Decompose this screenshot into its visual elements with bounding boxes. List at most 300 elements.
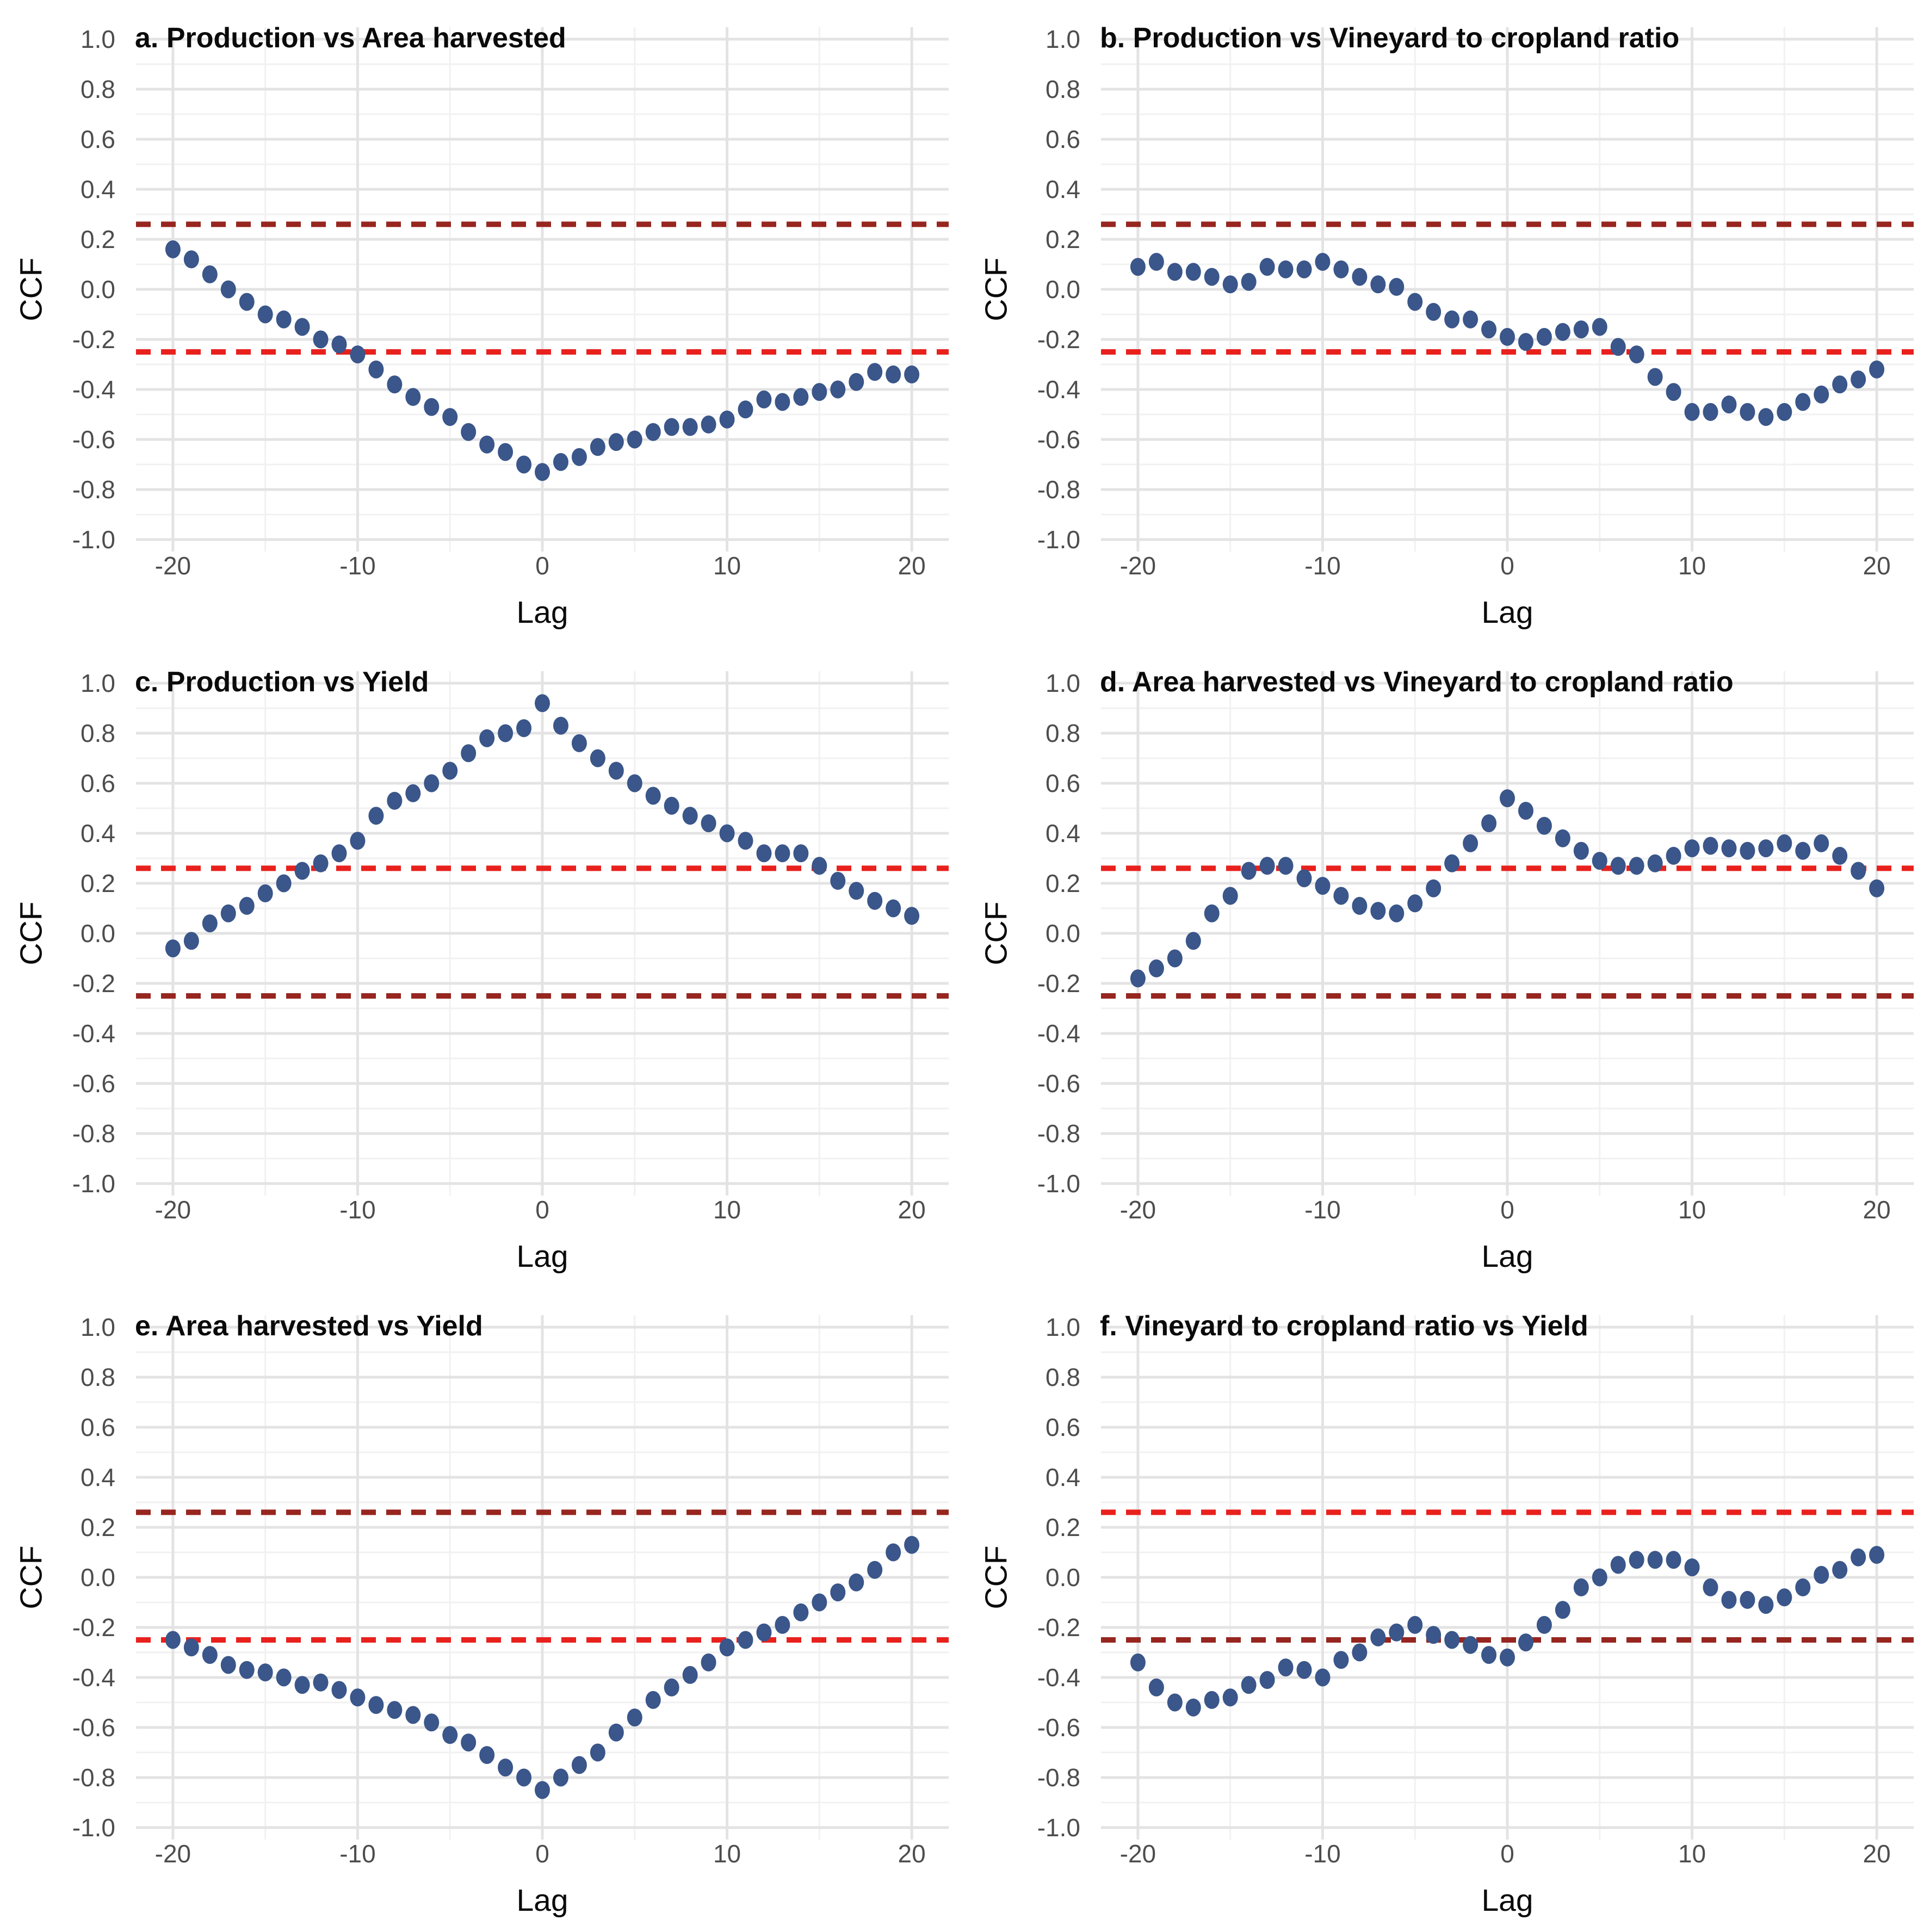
y-tick-label: 0.2 <box>1046 869 1080 897</box>
y-tick-label: 0.0 <box>1046 1563 1080 1592</box>
x-tick-label: 20 <box>1863 1840 1891 1868</box>
ccf-point <box>1666 383 1681 401</box>
ccf-point <box>1832 847 1847 865</box>
y-tick-label: 0.4 <box>1046 175 1080 203</box>
ccf-point <box>812 857 827 875</box>
ccf-point <box>1814 386 1829 404</box>
ccf-point <box>1758 408 1773 426</box>
ccf-point <box>1333 1651 1348 1669</box>
ccf-point <box>590 750 605 767</box>
y-tick-label: 0.4 <box>1046 1463 1080 1491</box>
y-tick-label: -0.8 <box>72 1763 115 1792</box>
x-tick-label: -20 <box>154 1840 191 1868</box>
ccf-point <box>627 1708 642 1726</box>
y-tick-label: -0.8 <box>1037 1119 1080 1148</box>
ccf-point <box>165 1631 181 1649</box>
ccf-point <box>1629 857 1644 875</box>
ccf-point <box>295 318 310 336</box>
ccf-panel-b <box>965 0 1930 644</box>
ccf-point <box>1629 345 1644 363</box>
ccf-point <box>1149 959 1164 977</box>
ccf-point <box>793 388 808 406</box>
ccf-point <box>1444 854 1459 872</box>
ccf-point <box>683 418 698 436</box>
ccf-point <box>701 1654 716 1671</box>
ccf-point <box>1518 802 1533 820</box>
ccf-point <box>1223 1688 1238 1706</box>
ccf-point <box>830 1583 845 1601</box>
ccf-point <box>1832 375 1847 393</box>
y-tick-label: -0.4 <box>1037 1663 1080 1692</box>
ccf-point <box>738 832 753 850</box>
ccf-point <box>239 293 255 311</box>
y-tick-label: 0.6 <box>81 125 115 153</box>
x-axis-label: Lag <box>1481 1239 1533 1274</box>
ccf-point <box>1648 1551 1663 1569</box>
y-tick-label: 0.4 <box>1046 819 1080 847</box>
ccf-point <box>1666 847 1681 865</box>
ccf-point <box>1426 880 1441 897</box>
ccf-point <box>498 443 513 461</box>
y-axis-label: CCF <box>979 257 1014 321</box>
ccf-point <box>1167 263 1183 281</box>
ccf-panel-f <box>965 1288 1930 1932</box>
ccf-point <box>1260 857 1275 875</box>
ccf-point <box>1777 1588 1792 1606</box>
ccf-point <box>202 1646 218 1664</box>
ccf-point <box>1851 370 1866 388</box>
ccf-point <box>1518 333 1533 351</box>
ccf-point <box>849 373 864 391</box>
x-tick-label: -20 <box>1119 1840 1156 1868</box>
ccf-point <box>1574 320 1589 338</box>
y-tick-label: 1.0 <box>81 25 115 53</box>
ccf-point <box>1130 1654 1146 1671</box>
ccf-point <box>1481 814 1496 832</box>
ccf-point <box>1167 950 1183 968</box>
ccf-point <box>1370 275 1385 293</box>
ccf-point <box>1186 1699 1201 1717</box>
ccf-point <box>1592 852 1607 870</box>
ccf-point <box>1426 1626 1441 1644</box>
ccf-point <box>1407 894 1422 912</box>
ccf-point <box>1149 253 1164 271</box>
y-axis-label: CCF <box>14 1545 49 1609</box>
y-tick-label: -0.6 <box>72 425 115 454</box>
ccf-point <box>738 400 753 418</box>
x-tick-label: 0 <box>1500 1840 1514 1868</box>
x-tick-label: 0 <box>1500 1196 1514 1224</box>
ccf-point <box>295 1676 310 1694</box>
ccf-point <box>830 381 845 399</box>
ccf-point <box>1352 897 1367 915</box>
x-tick-label: -20 <box>1119 552 1156 580</box>
ccf-point <box>664 797 679 815</box>
ccf-point <box>720 825 735 843</box>
y-tick-label: 0.6 <box>1046 769 1080 797</box>
x-tick-label: 10 <box>713 1196 741 1224</box>
ccf-point <box>1851 862 1866 880</box>
y-tick-label: -0.4 <box>1037 1019 1080 1048</box>
ccf-point <box>405 1706 420 1724</box>
ccf-point <box>1795 1578 1810 1596</box>
ccf-point <box>535 463 550 481</box>
y-tick-label: 1.0 <box>81 1313 115 1341</box>
ccf-point <box>720 411 735 429</box>
ccf-point <box>849 1574 864 1592</box>
x-axis-label: Lag <box>516 1883 568 1918</box>
y-tick-label: -0.8 <box>1037 475 1080 504</box>
ccf-point <box>1648 854 1663 872</box>
y-tick-label: -1.0 <box>72 1169 115 1198</box>
panel-title: a. Production vs Area harvested <box>135 22 566 54</box>
ccf-point <box>387 1701 402 1719</box>
y-tick-label: -0.2 <box>72 325 115 354</box>
ccf-point <box>442 762 457 780</box>
ccf-point <box>498 1758 513 1776</box>
ccf-point <box>867 1561 882 1579</box>
ccf-point <box>1795 842 1810 860</box>
x-axis-label: Lag <box>1481 1883 1533 1918</box>
ccf-point <box>387 792 402 810</box>
ccf-point <box>1315 253 1330 271</box>
y-tick-label: -0.6 <box>72 1713 115 1742</box>
ccf-point <box>1389 905 1404 922</box>
ccf-point <box>405 784 420 802</box>
ccf-point <box>1555 829 1570 847</box>
ccf-point <box>1444 1631 1459 1649</box>
ccf-point <box>867 892 882 910</box>
ccf-point <box>184 1638 199 1656</box>
ccf-point <box>276 311 292 329</box>
y-tick-label: 0.0 <box>1046 919 1080 948</box>
ccf-point <box>1740 842 1755 860</box>
y-tick-label: -0.8 <box>72 1119 115 1148</box>
ccf-point <box>461 744 476 762</box>
ccf-point <box>1869 880 1884 897</box>
ccf-point <box>1370 1628 1385 1646</box>
ccf-point <box>165 939 181 957</box>
panel-title: e. Area harvested vs Yield <box>135 1310 483 1342</box>
ccf-point <box>1869 1546 1884 1564</box>
ccf-point <box>221 905 236 922</box>
ccf-point <box>1537 328 1552 346</box>
ccf-point <box>1666 1551 1681 1569</box>
ccf-point <box>350 1688 365 1706</box>
x-tick-label: 0 <box>535 1840 549 1868</box>
ccf-point <box>295 862 310 880</box>
ccf-point <box>387 375 402 393</box>
ccf-point <box>313 854 329 872</box>
y-tick-label: 0.8 <box>81 1363 115 1391</box>
ccf-point <box>535 1781 550 1799</box>
ccf-point <box>1777 403 1792 421</box>
ccf-point <box>1777 834 1792 852</box>
ccf-point <box>904 1536 919 1554</box>
ccf-point <box>313 331 329 349</box>
ccf-point <box>1463 311 1478 329</box>
y-tick-label: -0.6 <box>1037 425 1080 454</box>
ccf-point <box>793 1603 808 1621</box>
ccf-point <box>793 844 808 862</box>
ccf-point <box>1352 1644 1367 1662</box>
ccf-point <box>461 423 476 441</box>
ccf-point <box>1851 1549 1866 1566</box>
ccf-point <box>775 393 790 411</box>
y-tick-label: -0.2 <box>72 1613 115 1642</box>
y-tick-label: -0.2 <box>1037 325 1080 354</box>
y-tick-label: -1.0 <box>1037 1813 1080 1842</box>
y-tick-label: -0.4 <box>72 1019 115 1048</box>
ccf-point <box>572 734 587 752</box>
ccf-point <box>1611 857 1626 875</box>
ccf-point <box>1297 1661 1312 1679</box>
ccf-point <box>1149 1679 1164 1696</box>
ccf-point <box>368 1696 383 1714</box>
ccf-point <box>442 1726 457 1744</box>
ccf-panel-d <box>965 644 1930 1288</box>
panel-title: b. Production vs Vineyard to cropland ratio <box>1100 22 1680 54</box>
ccf-point <box>775 844 790 862</box>
ccf-point <box>664 418 679 436</box>
y-tick-label: 0.8 <box>81 75 115 103</box>
x-tick-label: -10 <box>339 1196 376 1224</box>
ccf-panel-e <box>0 1288 965 1932</box>
ccf-point <box>350 832 365 850</box>
ccf-point <box>553 717 568 735</box>
y-tick-label: 0.6 <box>1046 125 1080 153</box>
ccf-point <box>1555 1601 1570 1619</box>
ccf-point <box>553 1769 568 1787</box>
y-tick-label: -0.2 <box>72 969 115 998</box>
y-tick-label: 0.6 <box>81 1413 115 1441</box>
ccf-point <box>886 366 901 383</box>
panel-title: f. Vineyard to cropland ratio vs Yield <box>1100 1310 1588 1342</box>
ccf-point <box>1297 869 1312 887</box>
ccf-point <box>1241 862 1257 880</box>
ccf-point <box>1186 932 1201 950</box>
ccf-point <box>904 907 919 925</box>
ccf-point <box>461 1733 476 1751</box>
x-tick-label: -10 <box>1304 1196 1341 1224</box>
ccf-point <box>1389 1624 1404 1642</box>
ccf-point <box>1241 1676 1257 1694</box>
panel-title: d. Area harvested vs Vineyard to cropland ratio <box>1100 666 1734 698</box>
y-tick-label: 0.2 <box>81 1513 115 1541</box>
x-tick-label: -10 <box>339 1840 376 1868</box>
y-axis-label: CCF <box>14 901 49 965</box>
ccf-point <box>1463 834 1478 852</box>
ccf-point <box>202 914 218 932</box>
ccf-point <box>683 1666 698 1684</box>
ccf-point <box>756 391 771 408</box>
ccf-point <box>683 807 698 825</box>
ccf-point <box>516 719 531 737</box>
ccf-point <box>1278 261 1294 278</box>
ccf-point <box>1869 361 1884 379</box>
y-tick-label: 0.4 <box>81 1463 115 1491</box>
ccf-point <box>1278 1658 1294 1676</box>
ccf-point <box>1260 1671 1275 1689</box>
ccf-point <box>590 438 605 456</box>
x-tick-label: -10 <box>1304 552 1341 580</box>
ccf-point <box>867 363 882 381</box>
ccf-point <box>1574 1578 1589 1596</box>
ccf-point <box>1537 1616 1552 1634</box>
ccf-point <box>1611 1556 1626 1574</box>
ccf-point <box>1333 887 1348 905</box>
ccf-point <box>609 1724 624 1742</box>
x-tick-label: -20 <box>1119 1196 1156 1224</box>
x-tick-label: 10 <box>713 552 741 580</box>
ccf-point <box>1444 311 1459 329</box>
ccf-point <box>664 1679 679 1696</box>
ccf-point <box>886 900 901 918</box>
ccf-point <box>1648 368 1663 386</box>
ccf-point <box>1241 273 1257 291</box>
x-tick-label: 10 <box>1678 552 1706 580</box>
y-tick-label: 0.2 <box>81 869 115 897</box>
y-tick-label: -0.8 <box>72 475 115 504</box>
x-tick-label: 20 <box>1863 552 1891 580</box>
ccf-point <box>202 265 218 283</box>
ccf-point <box>1333 261 1348 278</box>
ccf-point <box>756 844 771 862</box>
ccf-point <box>1407 1616 1422 1634</box>
ccf-point <box>1685 1558 1700 1576</box>
ccf-point <box>1721 839 1736 857</box>
ccf-point <box>849 882 864 900</box>
ccf-point <box>1592 318 1607 336</box>
ccf-point <box>1537 817 1552 835</box>
ccf-point <box>350 345 365 363</box>
y-tick-label: 0.2 <box>1046 225 1080 253</box>
ccf-point <box>516 456 531 474</box>
ccf-point <box>812 383 827 401</box>
ccf-point <box>1832 1561 1847 1579</box>
x-axis-label: Lag <box>1481 595 1533 630</box>
ccf-point <box>165 240 181 258</box>
ccf-point <box>1721 395 1736 413</box>
ccf-point <box>498 725 513 742</box>
ccf-point <box>1481 320 1496 338</box>
ccf-point <box>1795 393 1810 411</box>
ccf-point <box>424 1713 439 1731</box>
ccf-point <box>258 884 273 902</box>
ccf-point <box>775 1616 790 1634</box>
ccf-point <box>1500 789 1515 807</box>
ccf-point <box>1370 902 1385 920</box>
ccf-point <box>276 875 292 893</box>
y-tick-label: 0.8 <box>1046 75 1080 103</box>
ccf-point <box>1204 268 1220 286</box>
ccf-point <box>1721 1591 1736 1609</box>
ccf-point <box>646 423 661 441</box>
ccf-point <box>701 814 716 832</box>
ccf-point <box>1204 1691 1220 1709</box>
ccf-point <box>332 336 347 354</box>
y-tick-label: 0.0 <box>81 275 115 304</box>
x-tick-label: 20 <box>898 552 926 580</box>
ccf-point <box>1574 842 1589 860</box>
ccf-point <box>1315 1669 1330 1687</box>
ccf-point <box>239 1661 255 1679</box>
ccf-point <box>646 787 661 805</box>
y-tick-label: 0.0 <box>1046 275 1080 304</box>
ccf-point <box>424 398 439 416</box>
ccf-point <box>1223 887 1238 905</box>
y-tick-label: 0.2 <box>1046 1513 1080 1541</box>
y-tick-label: -0.4 <box>1037 375 1080 404</box>
ccf-point <box>258 306 273 324</box>
ccf-point <box>1260 258 1275 276</box>
ccf-point <box>1758 839 1773 857</box>
x-tick-label: 20 <box>898 1840 926 1868</box>
ccf-point <box>1407 293 1422 311</box>
ccf-point <box>1130 258 1146 276</box>
ccf-point <box>516 1769 531 1787</box>
ccf-point <box>442 408 457 426</box>
ccf-point <box>590 1744 605 1762</box>
ccf-point <box>572 448 587 466</box>
y-tick-label: -1.0 <box>72 525 115 554</box>
ccf-point <box>1703 403 1718 421</box>
y-axis-label: CCF <box>979 1545 1014 1609</box>
y-axis-label: CCF <box>979 901 1014 965</box>
y-tick-label: -0.6 <box>1037 1713 1080 1742</box>
ccf-point <box>756 1624 771 1642</box>
ccf-point <box>368 361 383 379</box>
x-tick-label: -10 <box>1304 1840 1341 1868</box>
ccf-point <box>1389 278 1404 296</box>
ccf-point <box>479 1746 494 1764</box>
y-tick-label: 0.6 <box>1046 1413 1080 1441</box>
ccf-point <box>1426 303 1441 321</box>
y-tick-label: 0.2 <box>81 225 115 253</box>
ccf-point <box>1758 1596 1773 1614</box>
ccf-scatter-plot-e <box>0 1288 965 1932</box>
ccf-point <box>1685 839 1700 857</box>
ccf-point <box>553 453 568 471</box>
x-tick-label: 20 <box>898 1196 926 1224</box>
ccf-point <box>184 932 199 950</box>
y-tick-label: -0.2 <box>1037 1613 1080 1642</box>
x-tick-label: 0 <box>535 552 549 580</box>
ccf-scatter-plot-b <box>965 0 1930 644</box>
y-tick-label: -0.4 <box>72 375 115 404</box>
ccf-point <box>1352 268 1367 286</box>
ccf-point <box>332 844 347 862</box>
ccf-point <box>1223 275 1238 293</box>
ccf-point <box>627 431 642 449</box>
ccf-point <box>1315 877 1330 895</box>
ccf-point <box>904 366 919 383</box>
x-tick-label: 20 <box>1863 1196 1891 1224</box>
y-tick-label: 0.6 <box>81 769 115 797</box>
ccf-point <box>1297 261 1312 278</box>
y-tick-label: 1.0 <box>1046 1313 1080 1341</box>
ccf-point <box>221 281 236 299</box>
ccf-point <box>1703 837 1718 855</box>
y-tick-label: 0.8 <box>1046 1363 1080 1391</box>
ccf-point <box>184 250 199 268</box>
y-tick-label: -0.6 <box>72 1069 115 1098</box>
ccf-scatter-plot-a <box>0 0 965 644</box>
ccf-point <box>1481 1646 1496 1664</box>
ccf-point <box>1167 1694 1183 1712</box>
y-tick-label: -1.0 <box>72 1813 115 1842</box>
ccf-point <box>1685 403 1700 421</box>
